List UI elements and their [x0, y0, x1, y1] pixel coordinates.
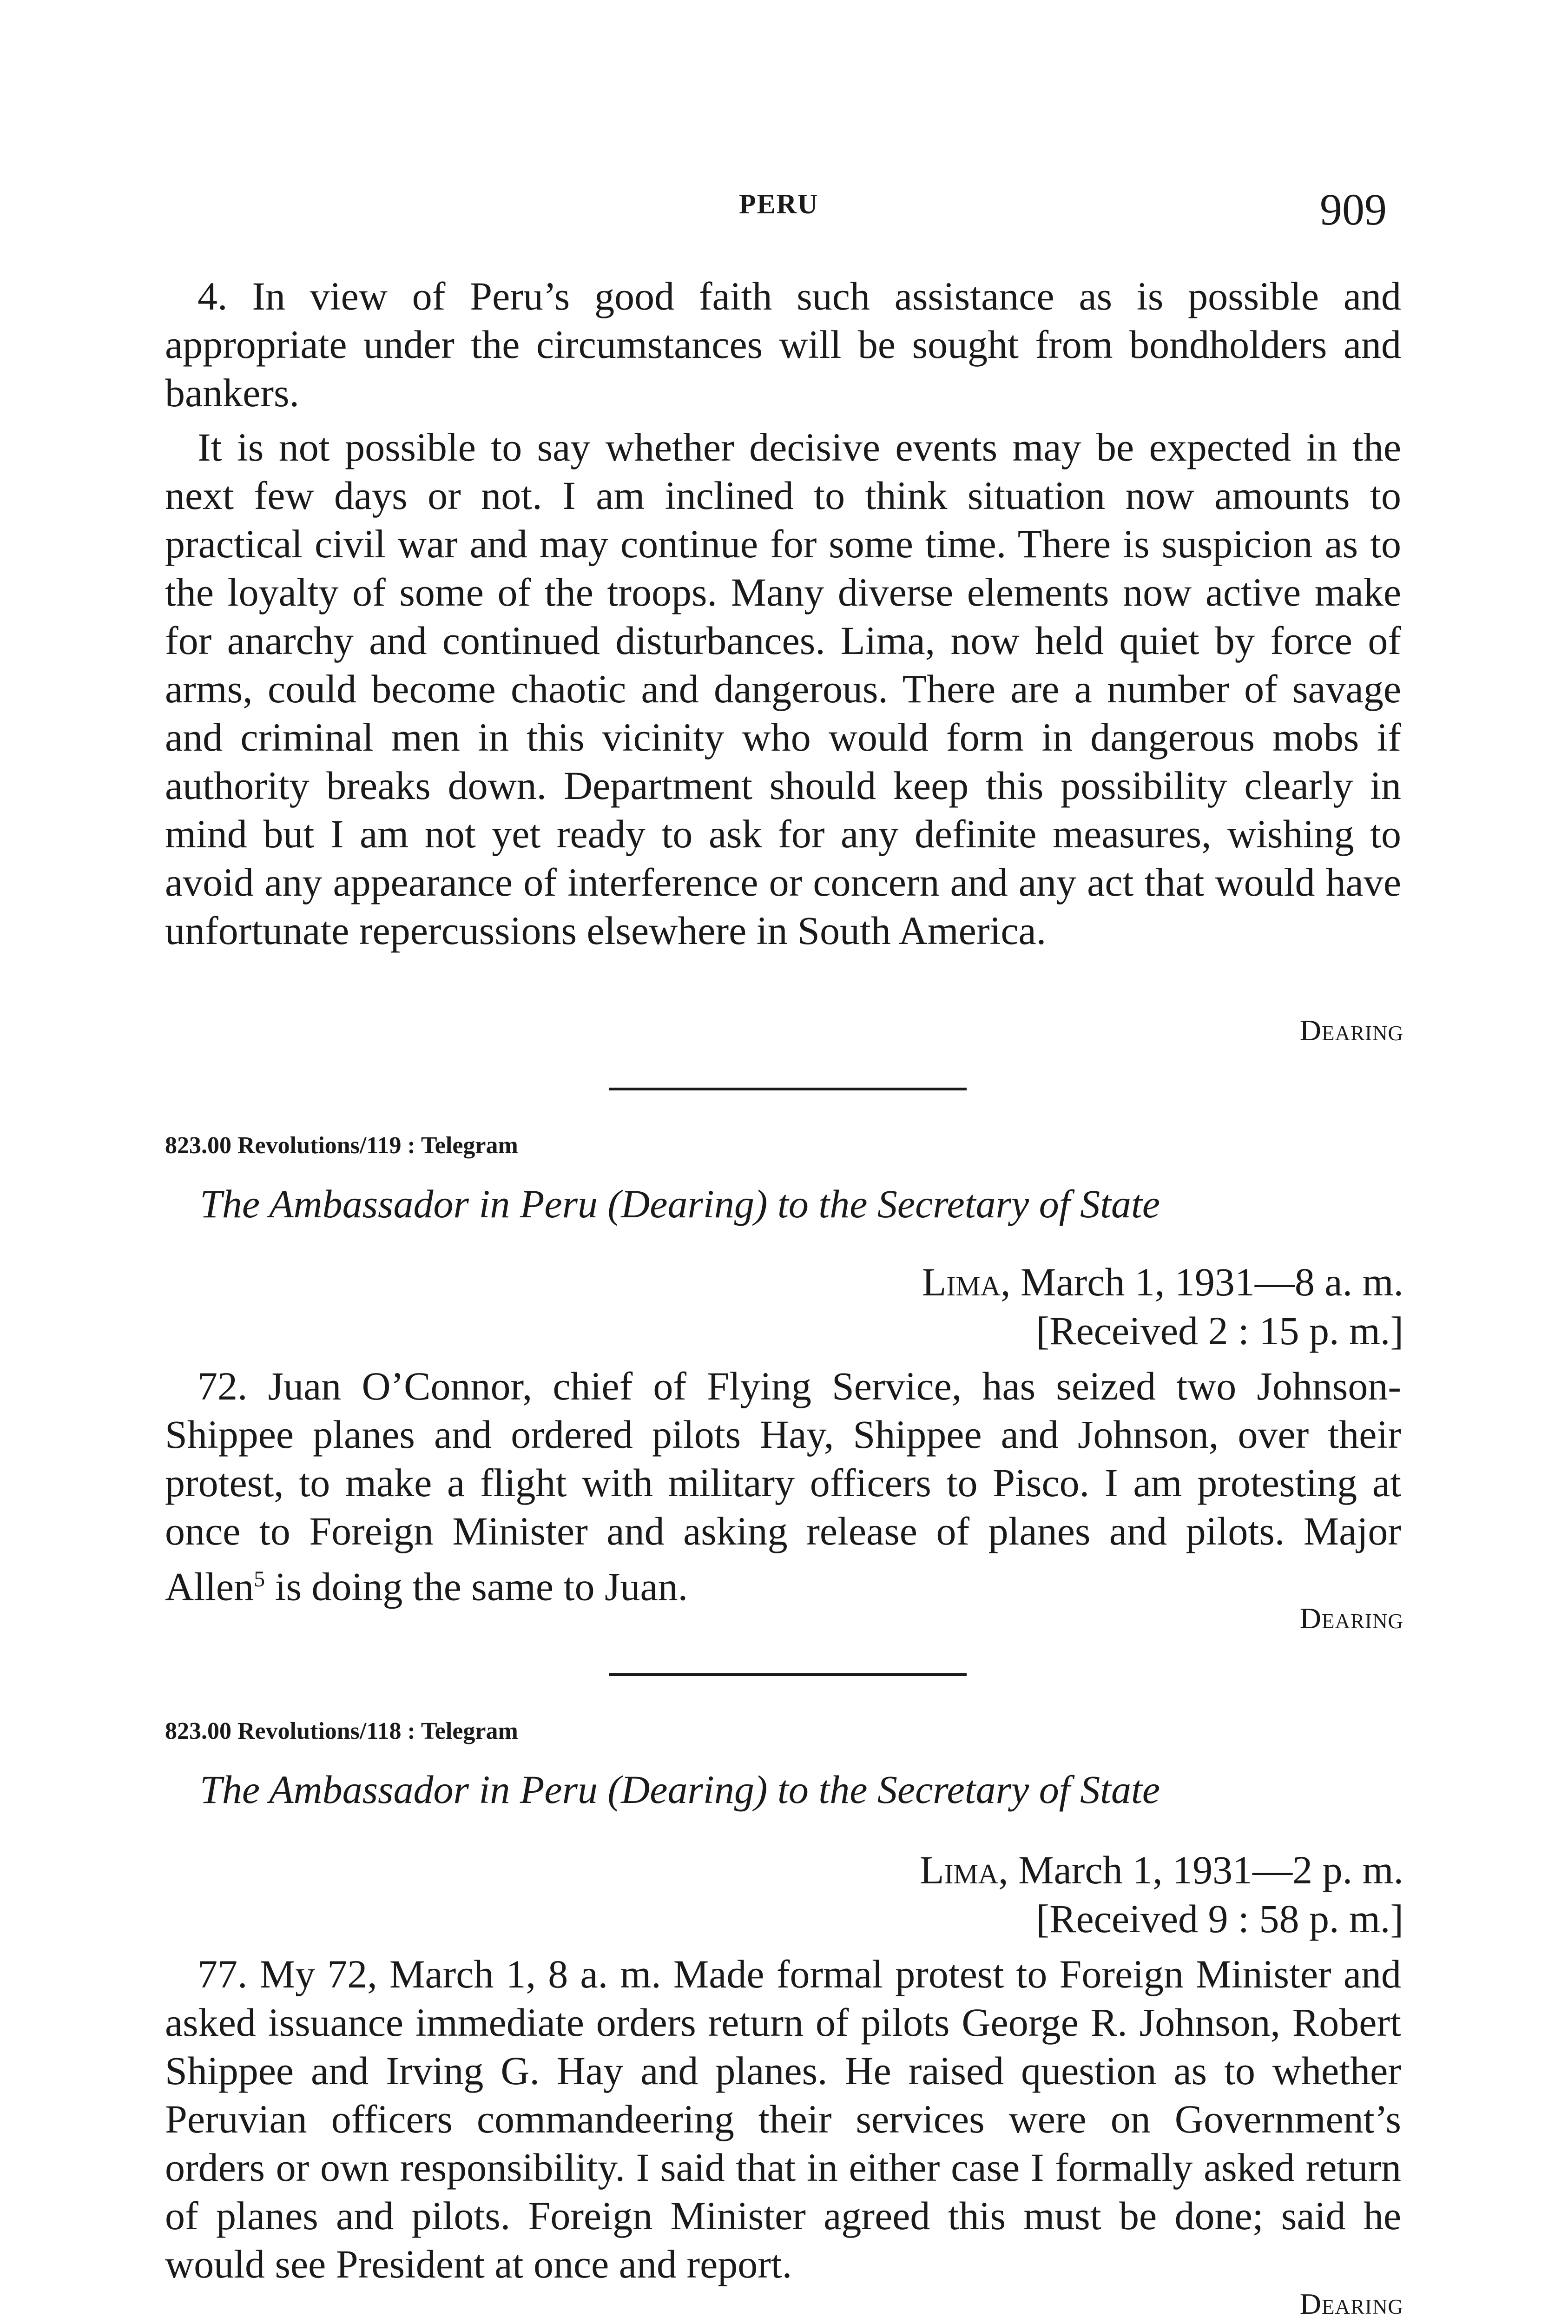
telegram-text-continued: is doing the same to Juan.: [275, 1564, 688, 1609]
continuation-block: [165, 272, 1401, 417]
footnote-reference: 5: [254, 1567, 265, 1591]
telegram-body: [165, 1950, 1401, 2288]
telegram-paragraph: [165, 1950, 1401, 2288]
dateline-date: , March 1, 1931—8 a. m.: [1000, 1260, 1403, 1304]
numbered-item-4: 4. In view of Peru’s good faith such assistance as is possible and appropriate under the circumstances will be sought from bondholders and bankers.: [165, 274, 1401, 415]
received-line: [Received 2 : 15 p. m.]: [1036, 1308, 1403, 1353]
signature: Dearing: [1299, 2287, 1403, 2320]
telegram-text: My 72, March 1, 8 a. m. Made formal protest to Foreign Minister and asked issuance immediate orders return of pilots George R. Johnson, Robert Shippee and Irving G. Hay and planes. He raised question as to whether Peruvian officers commandeering their services were on Government’s orders or own responsibility. I said that in either case I formally asked return of planes and pilots. Foreign Minister agreed this must be done; said he would see President at once and report.: [165, 1952, 1401, 2286]
file-reference: 823.00 Revolutions/118 : Telegram: [165, 1718, 518, 1744]
dateline-place: Lima: [922, 1260, 1001, 1304]
telegram-body: [165, 1362, 1401, 1611]
dateline-date: , March 1, 1931—2 p. m.: [998, 1848, 1403, 1892]
received-line: [Received 9 : 58 p. m.]: [1036, 1896, 1403, 1941]
dateline: [697, 1257, 1403, 1307]
telegram-number: 77.: [198, 1952, 248, 1996]
continuation-paragraph-block: [165, 423, 1401, 955]
telegram-text: Juan O’Connor, chief of Flying Service, has seized two Johnson-Shippee planes and ordered pilots Hay, Shippee and Johnson, over their protest, to make a flight with military officers to Pisco. I am protesting at once to Foreign Minister and asking release of planes and pilots. Major Allen: [165, 1364, 1402, 1609]
section-divider: [609, 1673, 967, 1676]
running-head: PERU: [739, 189, 819, 219]
signature: Dearing: [1299, 1014, 1403, 1047]
dateline: [697, 1845, 1403, 1895]
telegram-title: The Ambassador in Peru (Dearing) to the Secretary of State: [200, 1767, 1160, 1812]
telegram-title: The Ambassador in Peru (Dearing) to the Secretary of State: [200, 1182, 1160, 1226]
file-reference: 823.00 Revolutions/119 : Telegram: [165, 1132, 518, 1159]
dateline-place: Lima: [919, 1848, 999, 1892]
page-number: 909: [1320, 185, 1387, 234]
section-divider: [609, 1088, 967, 1090]
telegram-paragraph: [165, 1362, 1401, 1611]
telegram-number: 72.: [198, 1364, 248, 1408]
body-paragraph: It is not possible to say whether decisive events may be expected in the next few days or not. I am inclined to think situation now amounts to practical civil war and may continue for some time. There is suspicion as to the loyalty of some of the troops. Many diverse elements now active make for anarchy and continued disturbances. Lima, now held quiet by force of arms, could become chaotic and dangerous. There are a number of savage and criminal men in this vicinity who would form in dangerous mobs if authority breaks down. Department should keep this possibility clearly in mind but I am not yet ready to ask for any definite measures, wishing to avoid any appearance of interference or concern and any act that would have unfortunate repercussions elsewhere in South America.: [165, 425, 1401, 953]
signature: Dearing: [1299, 1602, 1403, 1635]
